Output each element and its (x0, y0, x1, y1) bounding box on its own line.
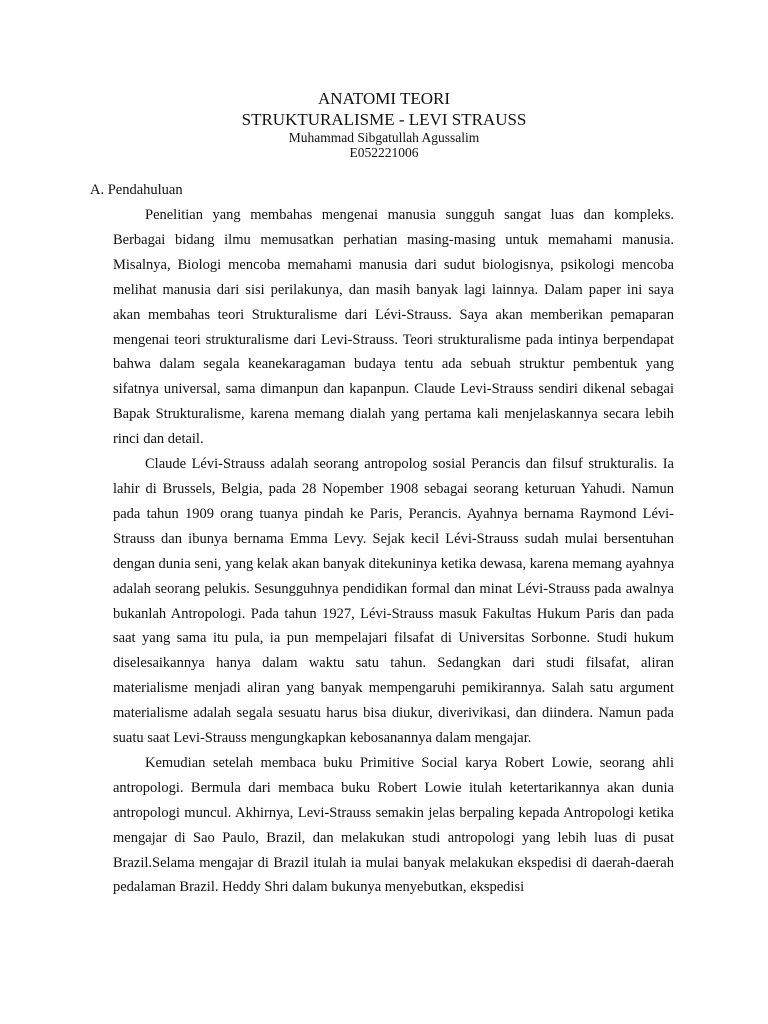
paragraph: Kemudian setelah membaca buku Primitive Social karya Robert Lowie, seorang ahli antropologi. Bermula dari membaca buku Robert Lowie itulah ketertarikannya akan dunia antropologi muncul. Akhirnya, Levi-Strauss semakin jelas berpaling kepada Antropologi ketika mengajar di Sao Paulo, Brazil, dan melakukan studi antropologi yang lebih luas di pusat Brazil.Selama mengajar di Brazil itulah ia mulai banyak melakukan ekspedisi di daerah-daerah pedalaman Brazil. Heddy Shri dalam bukunya menyebutkan, ekspedisi (113, 754, 674, 896)
paragraph: Claude Lévi-Strauss adalah seorang antropolog sosial Perancis dan filsuf strukturalis. Ia lahir di Brussels, Belgia, pada 28 Nopember 1908 sebagai seorang keturuan Yahudi. Namun pada tahun 1909 orang tuanya pindah ke Paris, Perancis. Ayahnya bernama Raymond Lévi-Strauss dan ibunya bernama Emma Levy. Sejak kecil Lévi-Strauss sudah mulai bersentuhan dengan dunia seni, yang kelak akan banyak ditekuninya ketika dewasa, karena memang ayahnya adalah seorang pelukis. Sesungguhnya pendidikan formal dan minat Lévi-Strauss pada awalnya bukanlah Antropologi. Pada tahun 1927, Lévi-Strauss masuk Fakultas Hukum Paris dan pada saat yang sama itu pula, ia pun mempelajari filsafat di Universitas Sorbonne. Studi hukum diselesaikannya hanya dalam waktu satu tahun. Sedangkan dari studi filsafat, aliran materialisme menjadi aliran yang banyak mempengaruhi pemikirannya. Salah satu argument materialisme adalah segala sesuatu harus bisa diukur, diverivikasi, dan diindera. Namun pada suatu saat Levi-Strauss mengungkapkan kebosanannya dalam mengajar. (113, 456, 674, 747)
paragraph: Penelitian yang membahas mengenai manusia sungguh sangat luas dan kompleks. Berbagai bidang ilmu memusatkan perhatian masing-masing untuk memahami manusia. Misalnya, Biologi mencoba memahami manusia dari sudut biologisnya, psikologi mencoba melihat manusia dari sisi perilakunya, dan masih banyak lagi lainnya. Dalam paper ini saya akan membahas teori Strukturalisme dari Lévi-Strauss. Saya akan memberikan pemaparan mengenai teori strukturalisme dari Levi-Strauss. Teori strukturalisme pada intinya berpendapat bahwa dalam segala keanekaragaman budaya tentu ada sebuah struktur pembentuk yang sifatnya universal, sama dimanpun dan kapanpun. Claude Levi-Strauss sendiri dikenal sebagai Bapak Strukturalisme, karena memang dialah yang pertama kali menjelaskannya secara lebih rinci dan detail. (113, 207, 674, 448)
document-title-line-2: STRUKTURALISME - LEVI STRAUSS (241, 110, 527, 129)
document-title-line-1: ANATOMI TEORI (317, 89, 451, 108)
section-heading: A. Pendahuluan (90, 182, 183, 198)
document-header (0, 88, 768, 160)
student-id: E052221006 (349, 145, 419, 160)
document-body (113, 203, 674, 900)
author-name: Muhammad Sibgatullah Agussalim (288, 130, 480, 145)
